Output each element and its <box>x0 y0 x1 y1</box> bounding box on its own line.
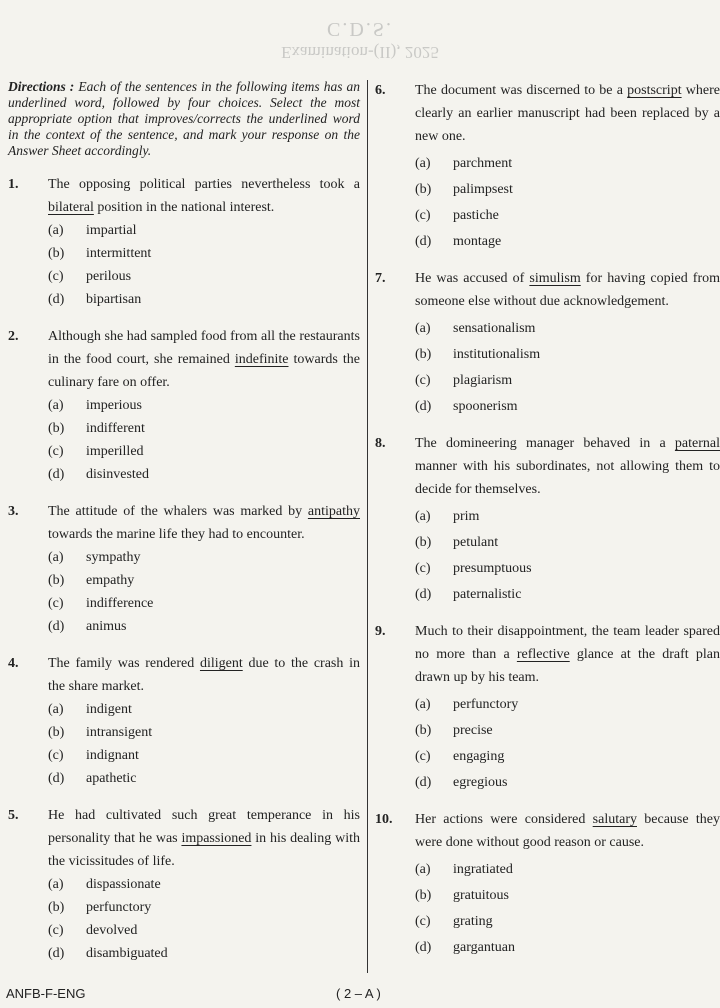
option-item <box>48 288 360 311</box>
option-item <box>48 417 360 440</box>
stem-text-before: He had cultivated such great temperance in his personality that he was <box>48 808 360 846</box>
option-text: disambiguated <box>86 946 168 961</box>
stem-text-before: Much to their disappointment, the team leader spared no more than a <box>415 624 720 662</box>
option-item <box>48 721 360 744</box>
underlined-word: postscript <box>627 83 682 98</box>
question-number: 3. <box>8 504 19 519</box>
bleed-through-title: C.D.S. <box>327 18 393 40</box>
option-text: intransigent <box>86 725 153 740</box>
option-text: animus <box>86 619 127 634</box>
stem-text-after: towards the culinary fare on offer. <box>48 352 360 390</box>
option-item <box>48 242 360 265</box>
options-list <box>415 858 720 959</box>
option-label: (a) <box>48 398 64 413</box>
option-text: bipartisan <box>86 292 142 307</box>
option-item <box>48 615 360 638</box>
option-item <box>415 230 720 253</box>
directions-label: Directions : <box>8 79 75 94</box>
stem-text-after: position in the national interest. <box>93 200 275 215</box>
page-number: ( 2 – A ) <box>336 986 381 1001</box>
option-item <box>415 910 720 933</box>
option-item <box>48 219 360 242</box>
option-item <box>415 204 720 227</box>
option-text: disinvested <box>86 467 149 482</box>
underlined-word: impassioned <box>181 831 252 846</box>
stem-text-before: The family was rendered <box>48 656 200 671</box>
question-stem <box>415 432 720 501</box>
question-item <box>8 325 360 486</box>
question-number: 9. <box>375 624 386 639</box>
question-stem <box>415 808 720 854</box>
column-divider <box>367 80 368 973</box>
option-label: (b) <box>48 573 65 588</box>
option-text: spoonerism <box>453 399 518 414</box>
option-item <box>48 440 360 463</box>
option-label: (a) <box>48 550 64 565</box>
option-label: (a) <box>415 156 431 171</box>
option-label: (a) <box>415 321 431 336</box>
option-text: ingratiated <box>453 862 513 877</box>
options-list <box>415 152 720 253</box>
stem-text-after: due to the crash in the share market. <box>48 656 360 694</box>
option-text: engaging <box>453 749 505 764</box>
option-item <box>415 745 720 768</box>
option-text: sensationalism <box>453 321 536 336</box>
question-stem <box>48 500 360 546</box>
option-label: (c) <box>48 748 64 763</box>
option-text: perfunctory <box>86 900 152 915</box>
option-label: (a) <box>415 509 431 524</box>
option-text: gargantuan <box>453 940 515 955</box>
option-text: grating <box>453 914 493 929</box>
option-text: empathy <box>86 573 135 588</box>
option-label: (c) <box>48 596 64 611</box>
stem-text-after: towards the marine life they had to encounter. <box>48 527 305 542</box>
question-stem <box>48 173 360 219</box>
option-label: (b) <box>415 535 432 550</box>
option-label: (b) <box>48 900 65 915</box>
option-label: (b) <box>415 723 432 738</box>
paper-code: ANFB-F-ENG <box>6 986 86 1001</box>
underlined-word: antipathy <box>307 504 360 519</box>
option-text: precise <box>453 723 493 738</box>
option-text: institutionalism <box>453 347 541 362</box>
question-item <box>375 267 720 418</box>
option-item <box>415 719 720 742</box>
options-list <box>415 693 720 794</box>
option-item <box>415 583 720 606</box>
option-text: plagiarism <box>453 373 513 388</box>
option-label: (d) <box>48 619 65 634</box>
option-label: (c) <box>415 208 431 223</box>
option-text: montage <box>453 234 502 249</box>
option-label: (b) <box>48 725 65 740</box>
option-label: (b) <box>48 246 65 261</box>
option-label: (d) <box>415 234 432 249</box>
question-item <box>8 500 360 638</box>
option-item <box>415 395 720 418</box>
question-stem <box>48 804 360 873</box>
option-item <box>48 744 360 767</box>
option-text: perfunctory <box>453 697 519 712</box>
option-item <box>415 317 720 340</box>
option-item <box>415 343 720 366</box>
option-text: egregious <box>453 775 508 790</box>
option-item <box>48 265 360 288</box>
option-text: pastiche <box>453 208 499 223</box>
option-text: imperilled <box>86 444 144 459</box>
options-list <box>48 873 360 965</box>
right-column <box>375 79 720 962</box>
option-item <box>415 771 720 794</box>
left-column <box>8 79 360 965</box>
options-list <box>415 317 720 418</box>
option-label: (d) <box>415 775 432 790</box>
option-text: presumptuous <box>453 561 532 576</box>
option-label: (c) <box>415 914 431 929</box>
option-item <box>48 463 360 486</box>
option-label: (a) <box>48 223 64 238</box>
option-label: (c) <box>415 749 431 764</box>
question-stem <box>415 79 720 148</box>
option-label: (b) <box>415 347 432 362</box>
option-item <box>415 693 720 716</box>
option-label: (c) <box>48 923 64 938</box>
option-item <box>415 152 720 175</box>
option-text: palimpsest <box>453 182 513 197</box>
stem-text-before: Her actions were considered <box>415 812 593 827</box>
underlined-word: diligent <box>199 656 243 671</box>
options-list <box>48 219 360 311</box>
option-text: gratuitous <box>453 888 509 903</box>
option-text: indifferent <box>86 421 145 436</box>
stem-text-before: The document was discerned to be a <box>415 83 628 98</box>
question-stem <box>415 620 720 689</box>
question-item <box>375 620 720 794</box>
question-number: 6. <box>375 83 386 98</box>
question-stem <box>48 652 360 698</box>
question-number: 8. <box>375 436 386 451</box>
options-list <box>48 546 360 638</box>
option-label: (c) <box>415 373 431 388</box>
option-label: (c) <box>415 561 431 576</box>
stem-text-after: manner with his subordinates, not allowing them to decide for themselves. <box>415 459 720 497</box>
option-item <box>48 873 360 896</box>
question-number: 10. <box>375 812 393 827</box>
underlined-word: simulism <box>529 271 581 286</box>
option-text: imperious <box>86 398 142 413</box>
question-number: 2. <box>8 329 19 344</box>
option-text: apathetic <box>86 771 137 786</box>
option-text: paternalistic <box>453 587 522 602</box>
question-item <box>8 652 360 790</box>
underlined-word: indefinite <box>234 352 289 367</box>
question-item <box>8 804 360 965</box>
option-item <box>415 858 720 881</box>
options-list <box>48 394 360 486</box>
option-text: devolved <box>86 923 138 938</box>
stem-text-before: He was accused of <box>415 271 530 286</box>
directions-text: Each of the sentences in the following items has an underlined word, followed by four choices. Select the most appropriate option that improves/corrects the underlined word in the context of the sentence, and mark your response on the Answer Sheet accordingly. <box>8 79 361 158</box>
option-text: sympathy <box>86 550 141 565</box>
option-item <box>48 896 360 919</box>
question-item <box>375 808 720 959</box>
stem-text-after: where clearly an earlier manuscript had been replaced by a new one. <box>415 83 720 144</box>
stem-text-before: The attitude of the whalers was marked by <box>48 504 308 519</box>
question-number: 1. <box>8 177 19 192</box>
underlined-word: reflective <box>516 647 570 662</box>
underlined-word: paternal <box>674 436 720 451</box>
option-label: (a) <box>415 697 431 712</box>
option-item <box>415 505 720 528</box>
options-list <box>48 698 360 790</box>
option-item <box>415 936 720 959</box>
question-item <box>375 432 720 606</box>
question-number: 4. <box>8 656 19 671</box>
option-item <box>48 942 360 965</box>
option-label: (b) <box>415 888 432 903</box>
option-text: dispassionate <box>86 877 161 892</box>
directions <box>8 79 360 159</box>
option-text: indigent <box>86 702 132 717</box>
option-label: (d) <box>415 587 432 602</box>
option-text: impartial <box>86 223 137 238</box>
bleed-through-subtitle: Examination-(II), 2025 <box>281 43 439 62</box>
stem-text-before: Although she had sampled food from all the restaurants in the food court, she remained <box>48 329 360 367</box>
option-label: (c) <box>48 269 64 284</box>
option-label: (b) <box>415 182 432 197</box>
stem-text-after: in his dealing with the vicissitudes of life. <box>48 831 361 869</box>
option-item <box>48 569 360 592</box>
option-label: (a) <box>415 862 431 877</box>
option-label: (d) <box>415 399 432 414</box>
stem-text-before: The domineering manager behaved in a <box>415 436 675 451</box>
stem-text-after: because they were done without good reason or cause. <box>415 812 720 850</box>
option-item <box>415 531 720 554</box>
option-text: parchment <box>453 156 513 171</box>
stem-text-after: glance at the draft plan drawn up by his team. <box>415 647 720 685</box>
stem-text-after: for having copied from someone else without due acknowledgement. <box>415 271 720 309</box>
option-text: indignant <box>86 748 139 763</box>
option-label: (d) <box>48 946 65 961</box>
question-number: 5. <box>8 808 19 823</box>
option-label: (a) <box>48 702 64 717</box>
option-item <box>415 557 720 580</box>
option-item <box>48 394 360 417</box>
option-label: (d) <box>48 292 65 307</box>
option-label: (d) <box>48 771 65 786</box>
option-label: (d) <box>48 467 65 482</box>
underlined-word: bilateral <box>48 200 94 215</box>
option-item <box>415 369 720 392</box>
option-label: (a) <box>48 877 64 892</box>
option-item <box>48 698 360 721</box>
question-stem <box>415 267 720 313</box>
option-label: (d) <box>415 940 432 955</box>
underlined-word: salutary <box>592 812 637 827</box>
question-item <box>375 79 720 253</box>
stem-text-before: The opposing political parties nevertheless took a <box>48 177 360 192</box>
question-number: 7. <box>375 271 386 286</box>
question-item <box>8 173 360 311</box>
option-item <box>48 592 360 615</box>
question-stem <box>48 325 360 394</box>
option-item <box>48 546 360 569</box>
option-text: perilous <box>86 269 132 284</box>
option-label: (b) <box>48 421 65 436</box>
option-item <box>415 178 720 201</box>
option-item <box>415 884 720 907</box>
options-list <box>415 505 720 606</box>
option-item <box>48 767 360 790</box>
option-text: prim <box>453 509 480 524</box>
option-item <box>48 919 360 942</box>
option-label: (c) <box>48 444 64 459</box>
option-text: indifference <box>86 596 154 611</box>
option-text: intermittent <box>86 246 152 261</box>
option-text: petulant <box>453 535 499 550</box>
